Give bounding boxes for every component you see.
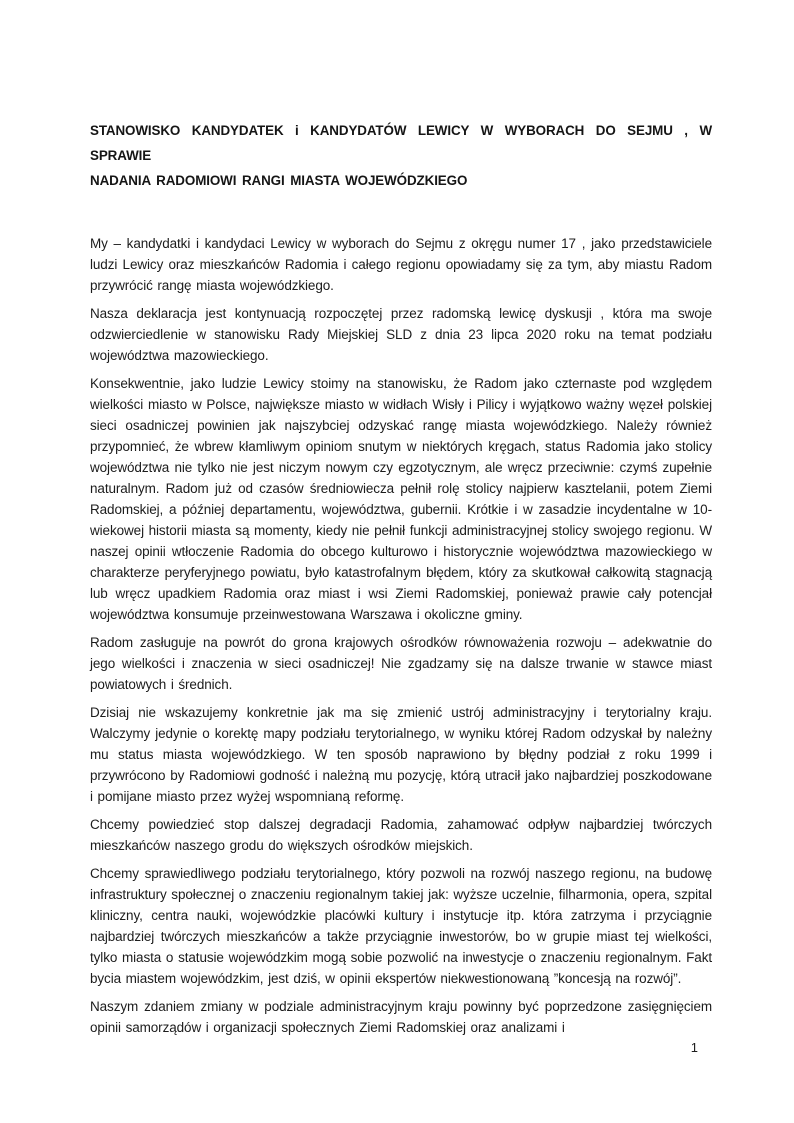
paragraph-declaration-intro: My – kandydatki i kandydaci Lewicy w wyborach do Sejmu z okręgu numer 17 , jako przedstawiciele ludzi Lewicy oraz mieszkańców Radomia i całego regionu opowiadamy się za tym, aby miastu Radom przywrócić rangę miasta wojewódzkiego. [90,236,712,293]
document-title-line-2: NADANIA RADOMIOWI RANGI MIASTA WOJEWÓDZKIEGO [90,173,468,188]
paragraph-territorial-correction: Dzisiaj nie wskazujemy konkretnie jak ma się zmienić ustrój administracyjny i terytorialny kraju. Walczymy jedynie o korektę mapy podziału terytorialnego, w wyniku której Radom odzyskał by należny mu status miasta wojewódzkiego. W ten sposób naprawiono by błędny podział z roku 1999 i przywrócono by Radomiowi godność i należną mu pozycję, którą utracił jako najbardziej poszkodowane i pomijane miasto przez wyżej wspomnianą reformę. [90,705,712,804]
document-content [90,118,712,1045]
page-number: 1 [690,1040,698,1055]
document-title [90,118,712,193]
paragraph-consultations: Naszym zdaniem zmiany w podziale administracyjnym kraju powinny być poprzedzone zasięgnięciem opinii samorządów i organizacji społecznych Ziemi Radomskiej oraz analizami i [90,999,712,1035]
paragraph-declaration-continuation: Nasza deklaracja jest kontynuacją rozpoczętej przez radomską lewicę dyskusji , która ma swoje odzwierciedlenie w stanowisku Rady Miejskiej SLD z dnia 23 lipca 2020 roku na temat podziału województwa mazowieckiego. [90,306,712,363]
paragraph-deserved-status: Radom zasługuje na powrót do grona krajowych ośrodków równoważenia rozwoju – adekwatnie do jego wielkości i znaczenia w sieci osadniczej! Nie zgadzamy się na dalsze trwanie w stawce miast powiatowych i średnich. [90,635,712,692]
document-title-line-1: STANOWISKO KANDYDATEK i KANDYDATÓW LEWICY W WYBORACH DO SEJMU , W SPRAWIE [90,123,712,163]
paragraph-history-argument: Konsekwentnie, jako ludzie Lewicy stoimy na stanowisku, że Radom jako czternaste pod względem wielkości miasto w Polsce, największe miasto w widłach Wisły i Pilicy i wyjątkowo ważny węzeł polskiej sieci osadniczej powinien jak najszybciej odzyskać rangę miasta wojewódzkiego. Należy również przypomnieć, że wbrew kłamliwym opiniom snutym w niektórych kręgach, status Radomia jako stolicy województwa nie tylko nie jest niczym nowym czy egzotycznym, ale wręcz przeciwnie: czymś zupełnie naturalnym. Radom już od czasów średniowiecza pełnił rolę stolicy najpierw kasztelanii, potem Ziemi Radomskiej, a później departamentu, województwa, gubernii. Krótkie i w zasadzie incydentalne w 10-wiekowej historii miasta są momenty, kiedy nie pełnił funkcji administracyjnej stolicy swojego regionu. W naszej opinii wtłoczenie Radomia do obcego kulturowo i historycznie województwa mazowieckiego w charakterze peryferyjnego powiatu, było katastrofalnym błędem, który za skutkował całkowitą stagnacją lub wręcz upadkiem Radomia oraz miast i wsi Ziemi Radomskiej, ponieważ prawie cały potencjał województwa konsumuje przeinwestowana Warszawa i okoliczne gminy. [90,376,712,622]
paragraph-fair-division: Chcemy sprawiedliwego podziału terytorialnego, który pozwoli na rozwój naszego regionu, na budowę infrastruktury społecznej o znaczeniu regionalnym takiej jak: wyższe uczelnie, filharmonia, opera, szpital kliniczny, centra nauki, wojewódzkie placówki kultury i instytucje itp. która zatrzyma i przyciągnie najbardziej twórczych mieszkańców a także przyciągnie inwestorów, bo w grupie miast tej wielkości, tylko miasta o statusie wojewódzkim mogą sobie pozwolić na inwestycje o znaczeniu regionalnym. Fakt bycia miastem wojewódzkim, jest dziś, w opinii ekspertów niekwestionowaną ”koncesją na rozwój”. [90,866,712,986]
paragraph-stop-degradation: Chcemy powiedzieć stop dalszej degradacji Radomia, zahamować odpływ najbardziej twórczych mieszkańców naszego grodu do większych ośrodków miejskich. [90,817,712,853]
